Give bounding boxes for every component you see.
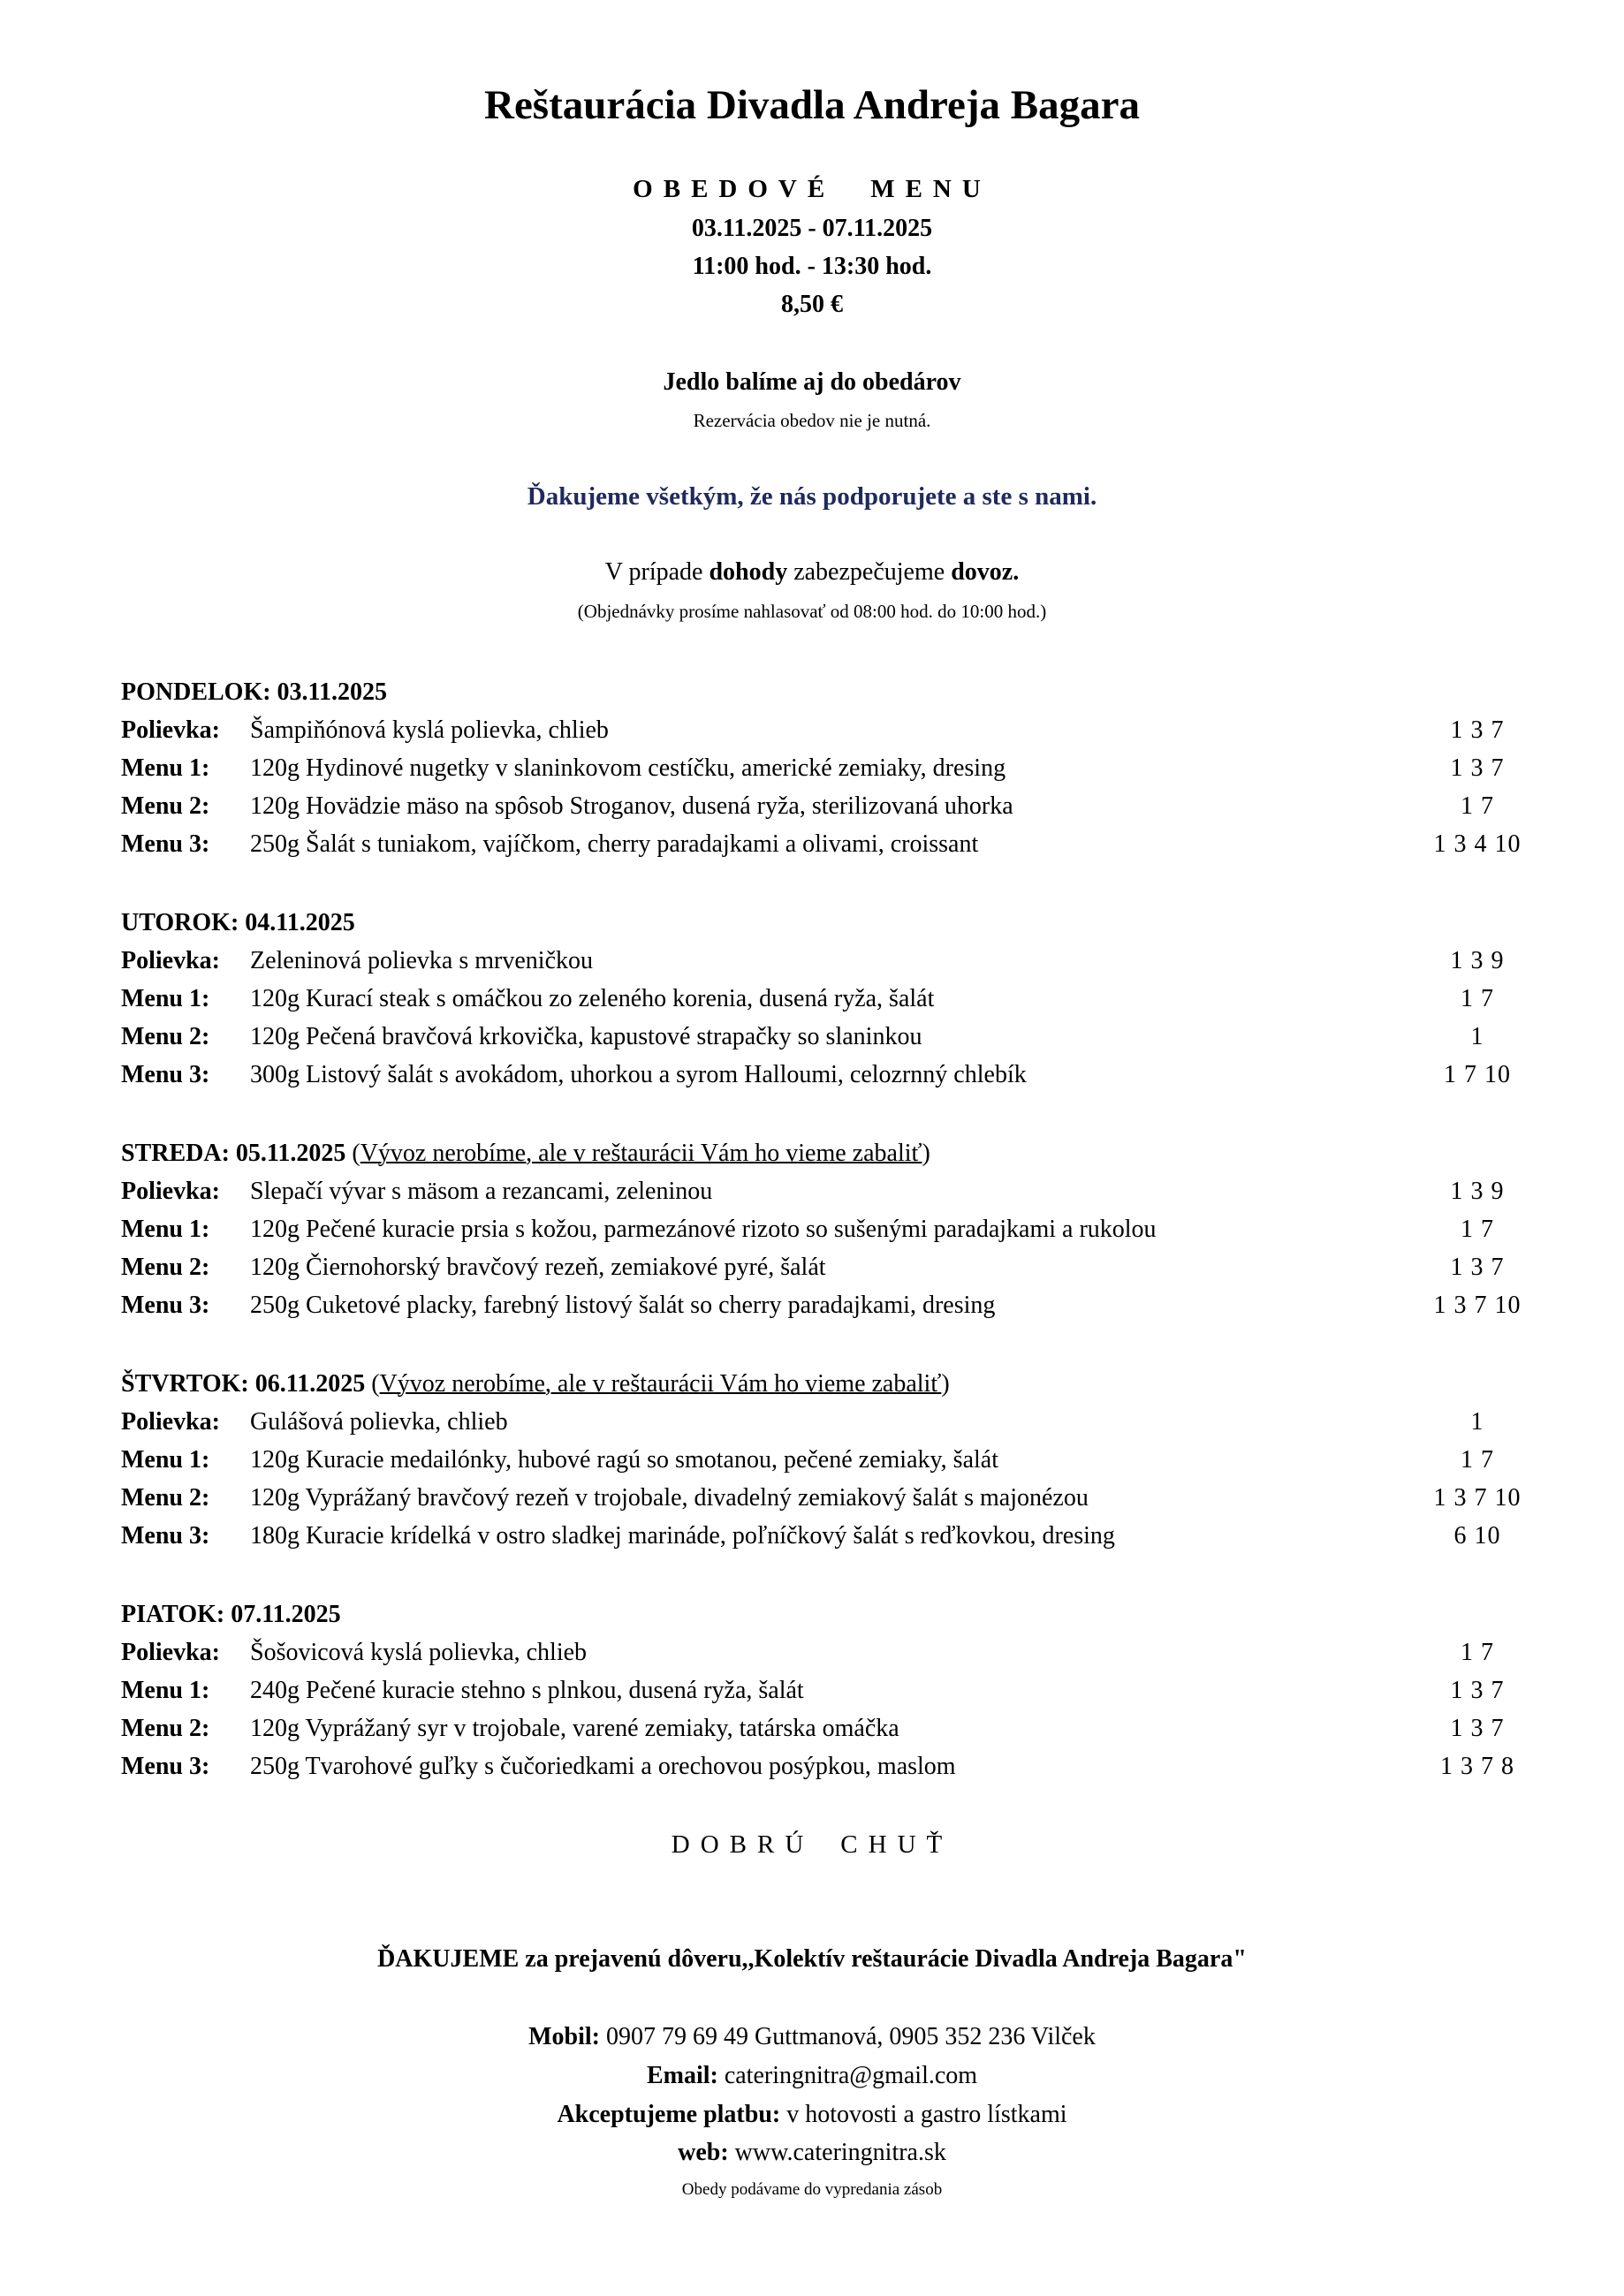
dish-name: 120g Pečená bravčová krkovička, kapustové strapačky so slaninkou: [250, 1023, 922, 1050]
delivery-notice: [0, 558, 1624, 587]
menu-row: [121, 1747, 1535, 1785]
web-label: web:: [678, 2139, 729, 2166]
menu-row: [121, 1517, 1535, 1555]
bon-appetit-word2: CHUŤ: [840, 1830, 953, 1859]
day-heading-text: STREDA: 05.11.2025: [121, 1140, 346, 1167]
delivery-bold-2: dovoz.: [951, 558, 1020, 586]
website-info: [0, 2139, 1624, 2167]
row-label: Menu 1:: [121, 1216, 210, 1243]
dish-name: Šampiňónová kyslá polievka, chlieb: [250, 716, 609, 744]
dish-name: 120g Vyprážaný syr v trojobale, varené zemiaky, tatárska omáčka: [250, 1715, 899, 1742]
menu-row: [121, 1441, 1535, 1479]
row-label: Menu 1:: [121, 1446, 210, 1474]
row-label: Menu 3:: [121, 1522, 210, 1550]
menu-row: [121, 1709, 1535, 1747]
menu-row: [121, 942, 1535, 980]
menu-row: [121, 1172, 1535, 1210]
dish-name: 120g Hydinové nugetky v slaninkovom cestíčku, americké zemiaky, dresing: [250, 754, 1006, 782]
row-label: Menu 2:: [121, 1023, 210, 1050]
dish-name: 240g Pečené kuracie stehno s plnkou, dusená ryža, šalát: [250, 1677, 804, 1704]
allergen-codes: 1: [1470, 1023, 1484, 1050]
row-label: Menu 2:: [121, 1254, 210, 1281]
row-label: Polievka:: [121, 1639, 220, 1666]
row-label: Menu 1:: [121, 985, 210, 1012]
row-label: Menu 2:: [121, 1715, 210, 1742]
row-label: Menu 1:: [121, 1677, 210, 1704]
menu-heading-word2: MENU: [870, 175, 991, 203]
reservation-notice: Rezervácia obedov nie je nutná.: [693, 410, 931, 431]
menu-row: [121, 1403, 1535, 1441]
mobile-value: 0907 79 69 49 Guttmanová, 0905 352 236 Vilček: [600, 2023, 1096, 2050]
row-label: Menu 2:: [121, 1484, 210, 1512]
day-heading: [121, 1595, 1535, 1633]
allergen-codes: 1 3 9: [1450, 1178, 1505, 1205]
dish-name: 120g Pečené kuracie prsia s kožou, parmezánové rizoto so sušenými paradajkami a rukolou: [250, 1216, 1157, 1243]
allergen-codes: 1 7: [1461, 1446, 1494, 1474]
date-range: 03.11.2025 - 07.11.2025: [691, 215, 933, 242]
allergen-codes: 1 3 7 10: [1433, 1484, 1522, 1512]
thanks-message: Ďakujeme všetkým, že nás podporujete a ste s nami.: [527, 482, 1097, 511]
stock-note: Obedy podávame do vypredania zásob: [681, 2180, 943, 2199]
day-heading-text: ŠTVRTOK: 06.11.2025: [121, 1370, 366, 1398]
dish-name: Gulášová polievka, chlieb: [250, 1408, 508, 1436]
bon-appetit-word1: DOBRÚ: [671, 1830, 815, 1859]
mobile-label: Mobil:: [528, 2023, 600, 2050]
row-label: Menu 2:: [121, 792, 210, 820]
dish-name: 250g Tvarohové guľky s čučoriedkami a orechovou posýpkou, maslom: [250, 1753, 956, 1780]
restaurant-title: Reštaurácia Divadla Andreja Bagara: [484, 82, 1140, 128]
row-label: Menu 1:: [121, 754, 210, 782]
web-link[interactable]: www.cateringnitra.sk: [728, 2139, 946, 2166]
row-label: Polievka:: [121, 1178, 220, 1205]
dish-name: 120g Čiernohorský bravčový rezeň, zemiakové pyré, šalát: [250, 1254, 826, 1281]
payment-value: v hotovosti a gastro lístkami: [780, 2101, 1067, 2128]
dish-name: 180g Kuracie krídelká v ostro sladkej marináde, poľníčkový šalát s reďkovkou, dresing: [250, 1522, 1115, 1550]
payment-info: [0, 2101, 1624, 2129]
dish-name: Šošovicová kyslá polievka, chlieb: [250, 1639, 588, 1666]
menu-row: [121, 1671, 1535, 1709]
dish-name: Zeleninová polievka s mrveničkou: [250, 947, 593, 974]
contact-email: [0, 2062, 1624, 2090]
allergen-codes: 1 3 7: [1450, 716, 1505, 744]
menu-row: [121, 749, 1535, 787]
menu-row: [121, 787, 1535, 825]
bon-appetit: [0, 1830, 1624, 1860]
day-note: (Vývoz nerobíme, ale v reštaurácii Vám ho vieme zabaliť): [345, 1140, 930, 1167]
allergen-codes: 1 3 7 8: [1440, 1753, 1514, 1780]
allergen-codes: 1 3 7: [1450, 1254, 1505, 1281]
day-heading: [121, 1134, 1535, 1172]
price: 8,50 €: [781, 291, 843, 318]
allergen-codes: 1 3 7: [1450, 1677, 1505, 1704]
menu-row: [121, 1210, 1535, 1248]
menu-row: [121, 1056, 1535, 1094]
delivery-text-2: zabezpečujeme: [787, 558, 952, 586]
day-block: [121, 1595, 1535, 1785]
allergen-codes: 1 3 7: [1450, 754, 1505, 782]
dish-name: Slepačí vývar s mäsom a rezancami, zeleninou: [250, 1178, 713, 1205]
day-heading: [121, 673, 1535, 711]
row-label: Menu 3:: [121, 1753, 210, 1780]
day-heading: [121, 1365, 1535, 1403]
menu-row: [121, 825, 1535, 863]
dish-name: 250g Cuketové placky, farebný listový šalát so cherry paradajkami, dresing: [250, 1292, 996, 1319]
menu-row: [121, 1286, 1535, 1324]
menu-row: [121, 1479, 1535, 1517]
dish-name: 300g Listový šalát s avokádom, uhorkou a syrom Halloumi, celozrnný chlebík: [250, 1061, 1027, 1088]
dish-name: 120g Hovädzie mäso na spôsob Stroganov, dusená ryža, sterilizovaná uhorka: [250, 792, 1013, 820]
row-label: Menu 3:: [121, 1292, 210, 1319]
day-heading: [121, 904, 1535, 942]
allergen-codes: 1: [1470, 1408, 1484, 1436]
dish-name: 120g Kurací steak s omáčkou zo zeleného korenia, dusená ryža, šalát: [250, 985, 935, 1012]
day-note-text: Vývoz nerobíme, ale v reštaurácii Vám ho vieme zabaliť: [379, 1370, 942, 1398]
allergen-codes: 1 7: [1461, 1216, 1494, 1243]
day-heading-text: PIATOK: 07.11.2025: [121, 1601, 341, 1628]
allergen-codes: 1 7: [1461, 1639, 1494, 1666]
menu-row: [121, 1248, 1535, 1286]
day-block: [121, 1134, 1535, 1324]
day-heading-text: UTOROK: 04.11.2025: [121, 909, 355, 936]
menu-heading: [0, 175, 1624, 204]
allergen-codes: 1 7: [1461, 985, 1494, 1012]
email-label: Email:: [646, 2062, 718, 2089]
row-label: Polievka:: [121, 1408, 220, 1436]
allergen-codes: 1 7: [1461, 792, 1494, 820]
allergen-codes: 1 3 7 10: [1433, 1292, 1522, 1319]
menu-row: [121, 980, 1535, 1018]
dish-name: 120g Kuracie medailónky, hubové ragú so smotanou, pečené zemiaky, šalát: [250, 1446, 998, 1474]
row-label: Menu 3:: [121, 830, 210, 858]
serving-hours: 11:00 hod. - 13:30 hod.: [692, 253, 932, 280]
dish-name: 120g Vyprážaný bravčový rezeň v trojobale, divadelný zemiakový šalát s majonézou: [250, 1484, 1089, 1512]
allergen-codes: 1 3 4 10: [1433, 830, 1522, 858]
menu-row: [121, 1018, 1535, 1056]
day-block: [121, 904, 1535, 1094]
row-label: Menu 3:: [121, 1061, 210, 1088]
payment-label: Akceptujeme platbu:: [557, 2101, 781, 2128]
day-block: [121, 1365, 1535, 1555]
allergen-codes: 1 3 7: [1450, 1715, 1505, 1742]
dish-name: 250g Šalát s tuniakom, vajíčkom, cherry paradajkami a olivami, croissant: [250, 830, 979, 858]
order-hours-notice: (Objednávky prosíme nahlasovať od 08:00 hod. do 10:00 hod.): [577, 601, 1047, 622]
footer-thanks: ĎAKUJEME za prejavenú dôveru,,Kolektív reštaurácie Divadla Andreja Bagara": [377, 1945, 1247, 1973]
menu-row: [121, 1633, 1535, 1671]
day-note: (Vývoz nerobíme, ale v reštaurácii Vám ho vieme zabaliť): [365, 1370, 950, 1398]
packaging-notice: Jedlo balíme aj do obedárov: [663, 368, 961, 396]
email-value[interactable]: cateringnitra@gmail.com: [717, 2062, 978, 2089]
delivery-bold-1: dohody: [709, 558, 788, 586]
allergen-codes: 6 10: [1453, 1522, 1501, 1550]
menu-heading-word1: OBEDOVÉ: [633, 175, 836, 203]
allergen-codes: 1 3 9: [1450, 947, 1505, 974]
menu-row: [121, 711, 1535, 749]
day-note-text: Vývoz nerobíme, ale v reštaurácii Vám ho vieme zabaliť: [360, 1140, 922, 1167]
row-label: Polievka:: [121, 947, 220, 974]
day-block: [121, 673, 1535, 863]
contact-mobile: [0, 2023, 1624, 2051]
allergen-codes: 1 7 10: [1444, 1061, 1511, 1088]
day-heading-text: PONDELOK: 03.11.2025: [121, 678, 388, 706]
row-label: Polievka:: [121, 716, 220, 744]
delivery-text-1: V prípade: [604, 558, 710, 586]
